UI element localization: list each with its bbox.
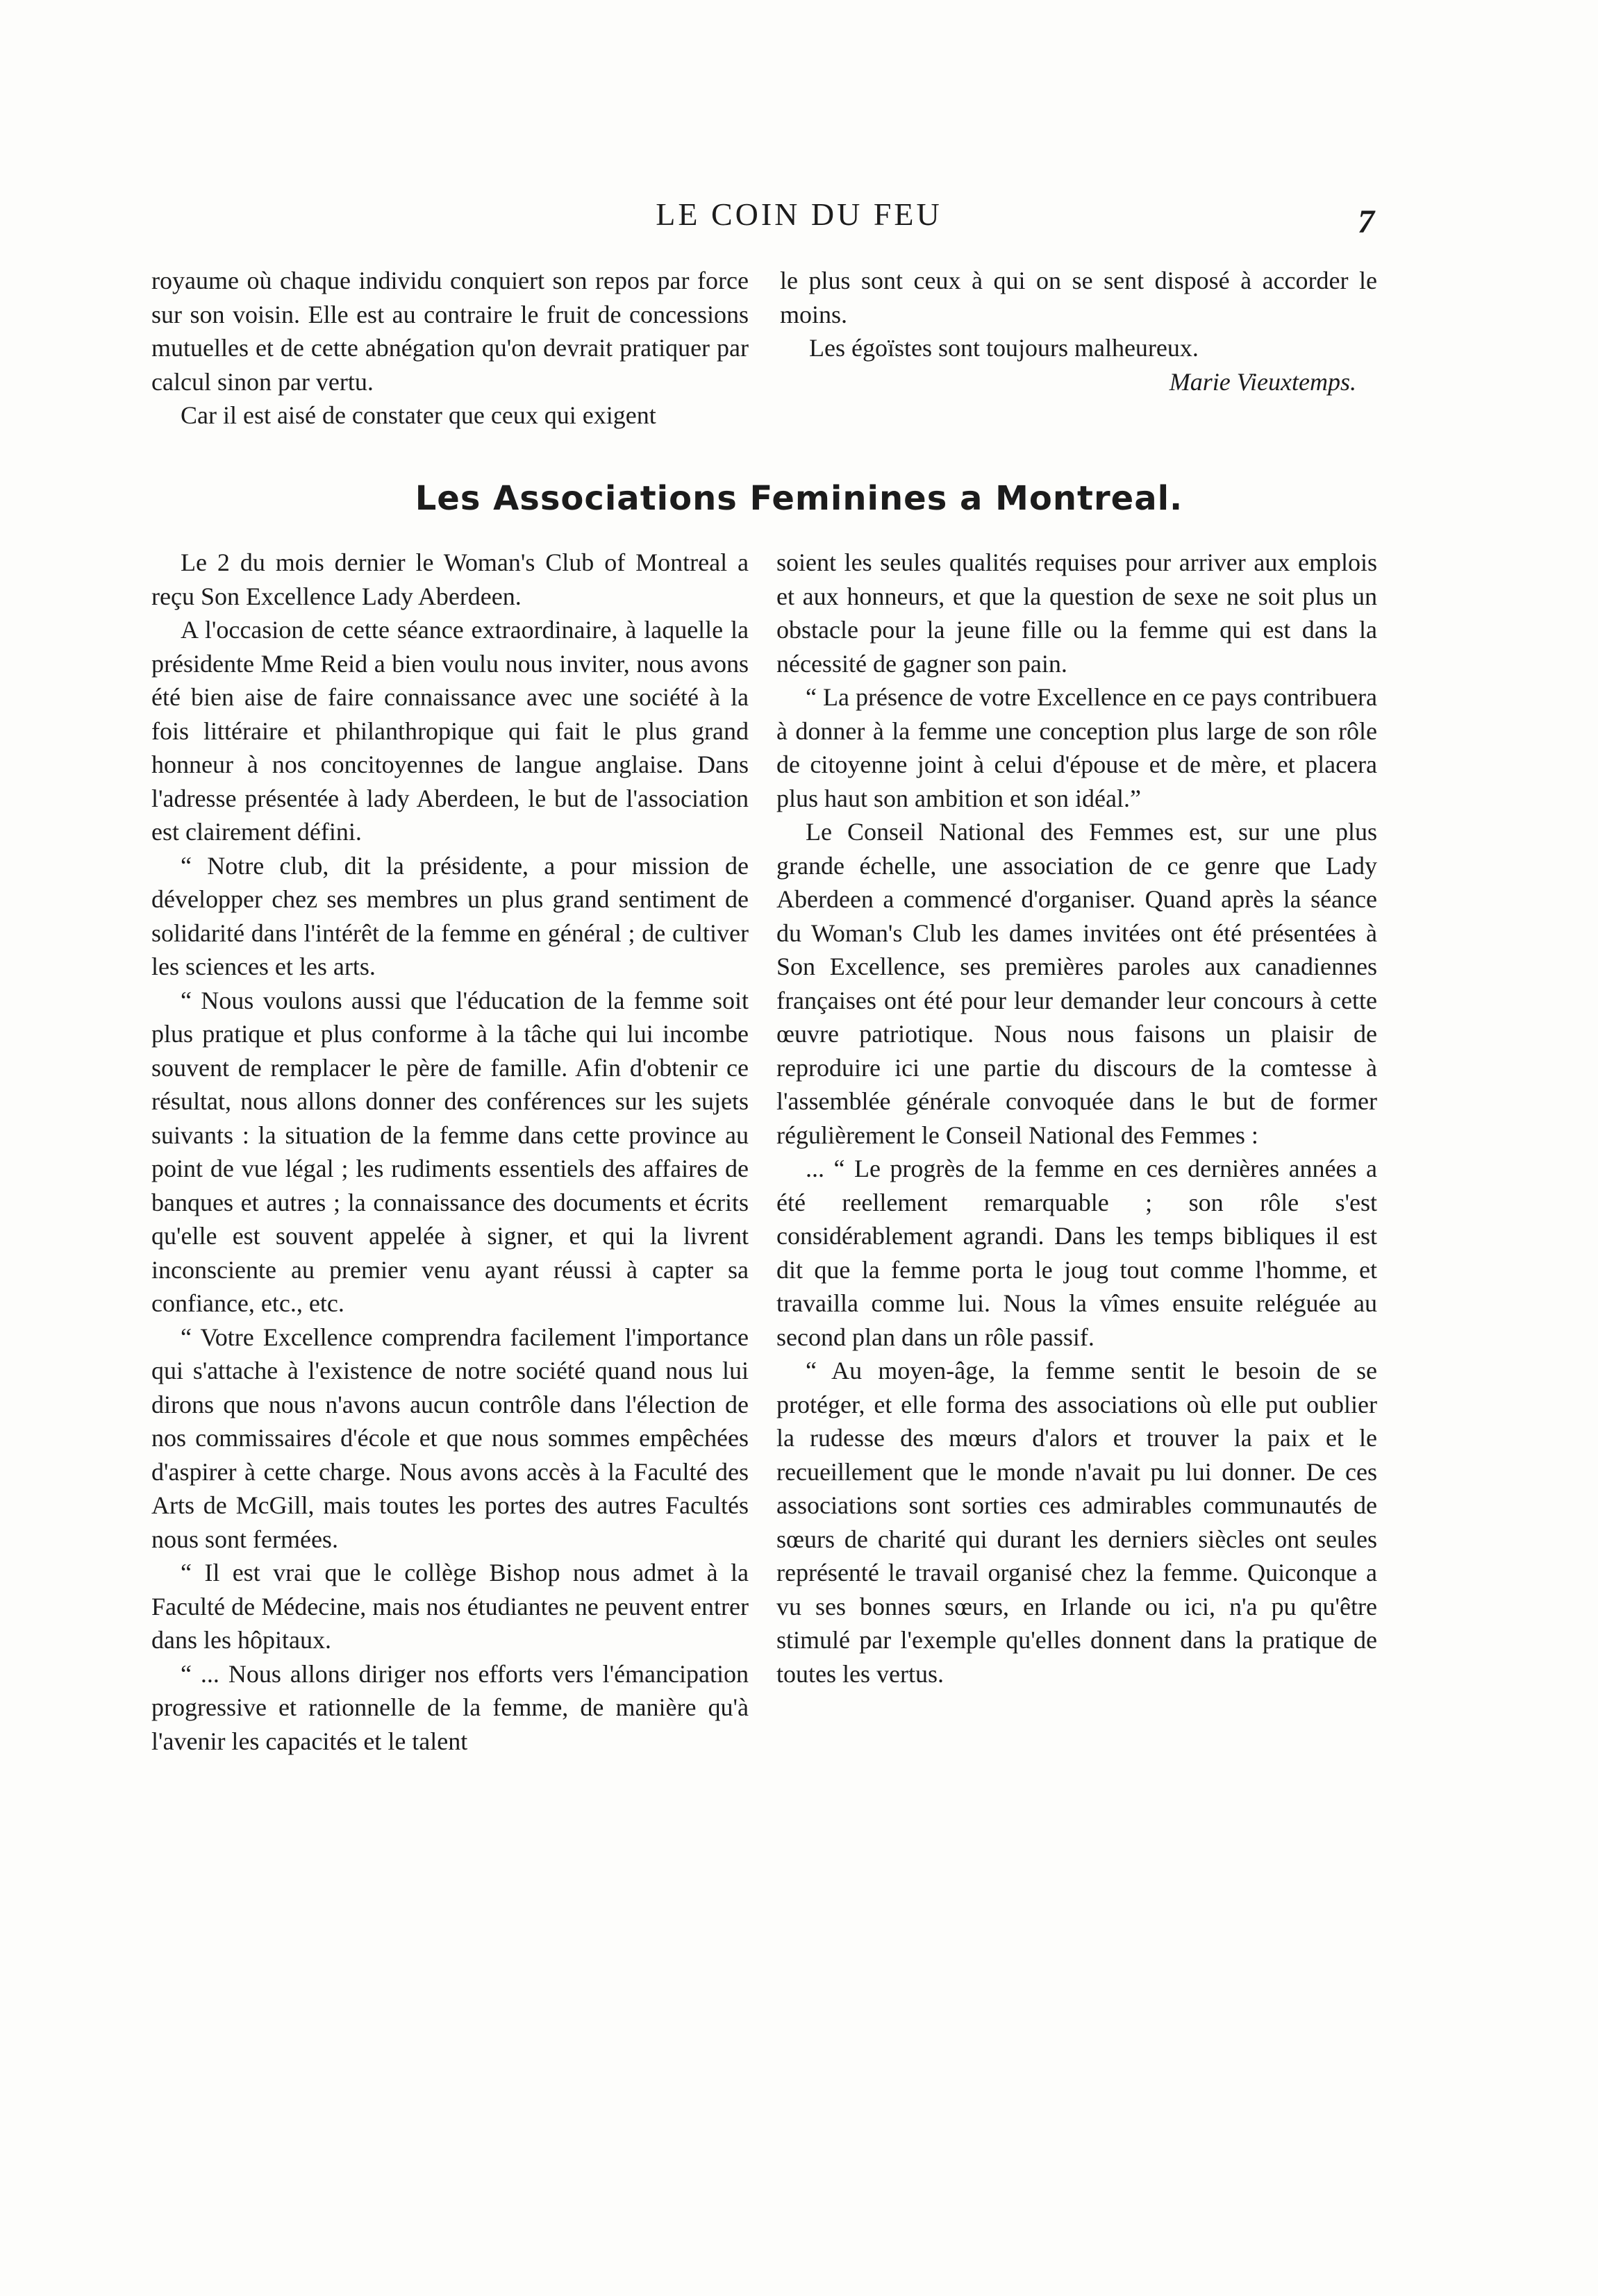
paragraph: ... “ Le progrès de la femme en ces dernières années a été reellement remarquable ; son rôle s'est considérablement agrandi. Dans les temps bibliques il est dit que la femme porta le joug tout comme l'homme, et travailla comme lui. Nous la vîmes ensuite reléguée au second plan dans un rôle passif. bbox=[776, 1155, 1377, 1351]
column-top-right bbox=[780, 264, 1377, 399]
paragraph: “ Notre club, dit la présidente, a pour mission de développer chez ses membres un plus grand sentiment de solidarité dans l'intérêt de la femme en général ; de cultiver les sciences et les arts. bbox=[151, 851, 749, 980]
paragraph: “ Votre Excellence comprendra facilement l'importance qui s'attache à l'existence de notre société quand nous lui dirons que nous n'avons aucun contrôle dans l'élection de nos commissaires d'école et que nous sommes empêchées d'aspirer à cette charge. Nous avons accès à la Faculté des Arts de McGill, mais toutes les portes des autres Facultés nous sont fermées. bbox=[151, 1323, 749, 1553]
column-top-left bbox=[151, 264, 749, 433]
paragraph: A l'occasion de cette séance extraordinaire, à laquelle la présidente Mme Reid a bien voulu nous inviter, nous avons été bien aise de faire connaissance avec une société à la fois littéraire et philanthropique qui fait le plus grand honneur à nos concitoyennes de langue anglaise. Dans l'adresse présentée à lady Aberdeen, le but de l'association est clairement défini. bbox=[151, 616, 749, 846]
paragraph: “ La présence de votre Excellence en ce pays contribuera à donner à la femme une conception plus large de son rôle de citoyenne joint à celui d'épouse et de mère, et placera plus haut son ambition et son idéal.” bbox=[776, 683, 1377, 812]
paragraph: Car il est aisé de constater que ceux qui exigent bbox=[181, 401, 656, 429]
paragraph: Le Conseil National des Femmes est, sur une plus grande échelle, une association de ce genre que Lady Aberdeen a commencé d'organiser. Quand après la séance du Woman's Club les dames invitées ont été présentées à Son Excellence, ses premières paroles aux canadiennes françaises ont été pour leur demander leur concours à cette œuvre patriotique. Nous nous faisons un plaisir de reproduire ici une partie du discours de la comtesse à l'assemblée générale convoquée dans le but de former régulièrement le Conseil National des Femmes : bbox=[776, 818, 1377, 1149]
paragraph: Le 2 du mois dernier le Woman's Club of Montreal a reçu Son Excellence Lady Aberdeen. bbox=[151, 548, 749, 610]
paragraph: royaume où chaque individu conquiert son repos par force sur son voisin. Elle est au contraire le fruit de concessions mutuelles et de cette abnégation qu'on devrait pratiquer par calcul sinon par vertu. bbox=[151, 267, 749, 396]
paragraph: le plus sont ceux à qui on se sent disposé à accorder le moins. bbox=[780, 267, 1377, 328]
running-title: LE COIN DU FEU bbox=[656, 196, 942, 232]
paragraph: “ Au moyen-âge, la femme sentit le besoin de se protéger, et elle forma des associations où elle put oublier la rudesse des mœurs d'alors et trouver la paix et le recueillement que le monde n'avait pu lui donner. De ces associations sont sorties ces admirables communautés de sœurs de charité qui durant les derniers siècles ont seules représenté le travail organisé chez la femme. Quiconque a vu ses bonnes sœurs, en Irlande ou ici, n'a pu qu'être stimulé par l'exemple qu'elles donnent dans la pratique de toutes les vertus. bbox=[776, 1357, 1377, 1688]
article-column-left bbox=[151, 546, 749, 1758]
paragraph: “ ... Nous allons diriger nos efforts vers l'émancipation progressive et rationnelle de la femme, de manière qu'à l'avenir les capacités et le talent bbox=[151, 1659, 749, 1755]
paragraph: “ Il est vrai que le collège Bishop nous admet à la Faculté de Médecine, mais nos étudiantes ne peuvent entrer dans les hôpitaux. bbox=[151, 1559, 749, 1654]
paragraph: Les égoïstes sont toujours malheureux. bbox=[809, 334, 1199, 362]
paragraph: “ Nous voulons aussi que l'éducation de la femme soit plus pratique et plus conforme à la tâche qui lui incombe souvent de remplacer le père de famille. Afin d'obtenir ce résultat, nous allons donner des conférences sur les sujets suivants : la situation de la femme dans cette province au point de vue légal ; les rudiments essentiels des affaires de banques et autres ; la connaissance des documents et écrits qu'elle est souvent appelée à signer, et qui la livrent inconsciente au premier venu ayant réussi à capter sa confiance, etc., etc. bbox=[151, 986, 749, 1317]
author-signature: Marie Vieuxtemps. bbox=[1169, 367, 1356, 396]
article-title: Les Associations Feminines a Montreal. bbox=[415, 479, 1183, 518]
article-column-right bbox=[776, 546, 1377, 1691]
paragraph: soient les seules qualités requises pour arriver aux emplois et aux honneurs, et que la question de sexe ne soit plus un obstacle pour la jeune fille ou la femme qui est dans la nécessité de gagner son pain. bbox=[776, 548, 1377, 678]
page-number: 7 bbox=[1358, 203, 1374, 240]
